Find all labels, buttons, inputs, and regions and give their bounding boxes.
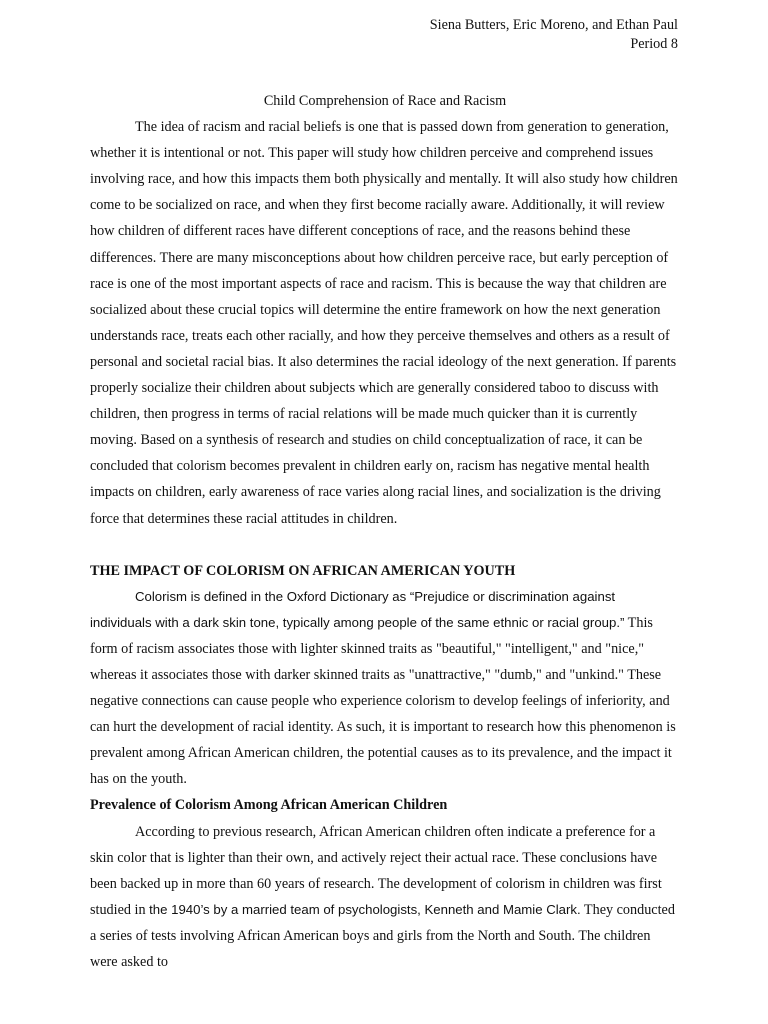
intro-paragraph: The idea of racism and racial beliefs is one that is passed down from generation to generation, whether it is intentional or not. This paper will study how children perceive and comprehend issues involving race, and how this impacts them both physically and mentally. It will also study how children come to be socialized on race, and when they first become racially aware. Additionally, it will review how children of different races have different conceptions of race, and the reasons behind these differences. There are many misconceptions about how children perceive race, but early perception of race is one of the most important aspects of race and racism. This is because the way that children are socialized about these crucial topics will determine the entire framework on how the next generation understands race, treats each other racially, and how they perceive themselves and others as a result of personal and societal racial bias. It also determines the racial ideology of the next generation. If parents properly socialize their children about subjects which are generally considered taboo to discuss with children, then progress in terms of racial relations will be made much quicker than it is currently moving. Based on a synthesis of research and studies on child conceptualization of race, it can be concluded that colorism becomes prevalent in children early on, racism has negative mental health impacts on children, early awareness of race varies along racial lines, and socialization is the driving force that determines these racial attitudes in children. [90, 119, 678, 527]
section-heading-colorism: THE IMPACT OF COLORISM ON AFRICAN AMERICAN YOUTH [90, 562, 516, 579]
page-header [430, 16, 678, 54]
oxford-definition-text: Colorism is defined in the Oxford Dictionary as “Prejudice or discrimination against individuals with a dark skin tone, typically among people of the same ethnic or racial group.” [90, 588, 625, 630]
prevalence-text-2: They conducted a series of tests involving African American boys and girls from the North and South. The children were asked to [90, 901, 675, 970]
prevalence-text-1: According to previous research, African American children often indicate a preference for a skin color that is lighter than their own, and actively reject their actual race. These conclusions have been backed up in more than 60 years of research. The development of colorism in children was first studied in [90, 823, 662, 918]
prevalence-paragraph [90, 819, 680, 976]
colorism-definition-paragraph [90, 584, 680, 793]
clark-study-text: the 1940’s by a married team of psychologists, Kenneth and Mamie Clark. [149, 901, 581, 917]
subsection-heading-prevalence: Prevalence of Colorism Among African American Children [90, 797, 448, 814]
class-period: Period 8 [630, 36, 678, 52]
colorism-paragraph-text: This form of racism associates those with lighter skinned traits as "beautiful," "intelligent," and "nice," whereas it associates those with darker skinned traits as "unattractive," "dumb," and "unkind." These negative connections can cause people who experience colorism to develop feelings of inferiority, and can hurt the development of racial identity. As such, it is important to research how this phenomenon is prevalent among African American children, the potential causes as to its prevalence, and the impact it has on the youth. [90, 614, 676, 788]
document-title: Child Comprehension of Race and Racism [263, 93, 507, 109]
author-names: Siena Butters, Eric Moreno, and Ethan Paul [429, 17, 678, 33]
document-body [90, 88, 680, 975]
